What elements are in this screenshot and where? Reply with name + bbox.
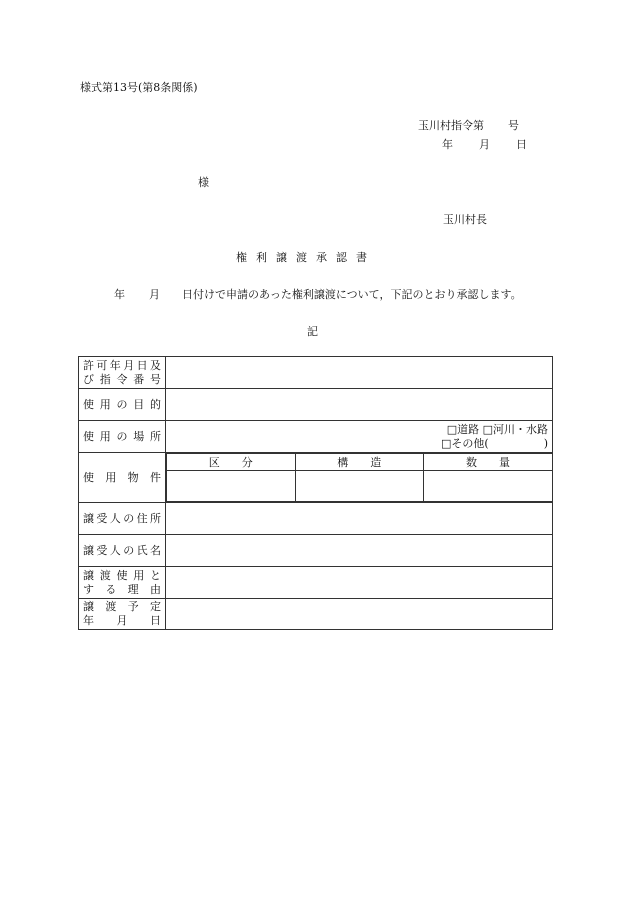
table-row (79, 357, 553, 389)
purpose-value-cell[interactable] (166, 389, 553, 421)
schedule-value-cell[interactable] (166, 599, 553, 630)
permit-label: 許可年月日及 び指令番号 (79, 357, 166, 389)
table-row (79, 567, 553, 599)
schedule-label: 譲渡予定 年 月 日 (79, 599, 166, 630)
reason-value-cell[interactable] (166, 567, 553, 599)
transferee-name-cell[interactable] (166, 535, 553, 567)
document-title: 権利譲渡承認書 (236, 251, 376, 264)
table-row (79, 389, 553, 421)
header-category: 区 分 (167, 454, 296, 471)
property-subtable (166, 453, 552, 502)
transferee-address-label: 譲受人の住所 (79, 503, 166, 535)
body-year: 年 (114, 288, 125, 301)
permit-value-cell[interactable] (166, 357, 553, 389)
place-options-line-2[interactable]: □その他( ) (441, 436, 548, 450)
table-row (79, 453, 553, 503)
date-year: 年 (442, 138, 453, 151)
place-options (166, 421, 553, 453)
transferee-name-label: 譲受人の氏名 (79, 535, 166, 567)
header-quantity: 数 量 (424, 454, 553, 471)
property-label: 使用物件 (79, 453, 166, 503)
body-sentence: 日付けで申請のあった権利譲渡について，下記のとおり承認します。 (182, 288, 522, 301)
table-row (79, 535, 553, 567)
issue-date (442, 138, 527, 152)
category-value-cell[interactable] (167, 471, 296, 502)
body-month: 月 (149, 288, 160, 301)
property-cell (166, 453, 553, 503)
table-row (79, 503, 553, 535)
addressee-suffix: 様 (198, 176, 209, 189)
table-row (79, 599, 553, 630)
place-options-line-1[interactable]: □道路 □河川・水路 (446, 422, 548, 436)
table-row (79, 421, 553, 453)
form-number: 様式第13号(第8条関係) (80, 81, 198, 94)
issuer: 玉川村長 (443, 213, 487, 226)
ki-heading: 記 (307, 325, 318, 338)
details-table (78, 356, 553, 630)
body-text (114, 288, 522, 302)
transferee-address-cell[interactable] (166, 503, 553, 535)
header-structure: 構 造 (295, 454, 424, 471)
date-day: 日 (516, 138, 527, 151)
quantity-value-cell[interactable] (424, 471, 553, 502)
place-label: 使用の場所 (79, 421, 166, 453)
reference-suffix: 号 (508, 119, 519, 132)
reference-number (418, 119, 519, 133)
reason-label: 譲渡使用と する理由 (79, 567, 166, 599)
structure-value-cell[interactable] (295, 471, 424, 502)
date-month: 月 (479, 138, 490, 151)
purpose-label: 使用の目的 (79, 389, 166, 421)
reference-prefix: 玉川村指令第 (418, 119, 484, 132)
